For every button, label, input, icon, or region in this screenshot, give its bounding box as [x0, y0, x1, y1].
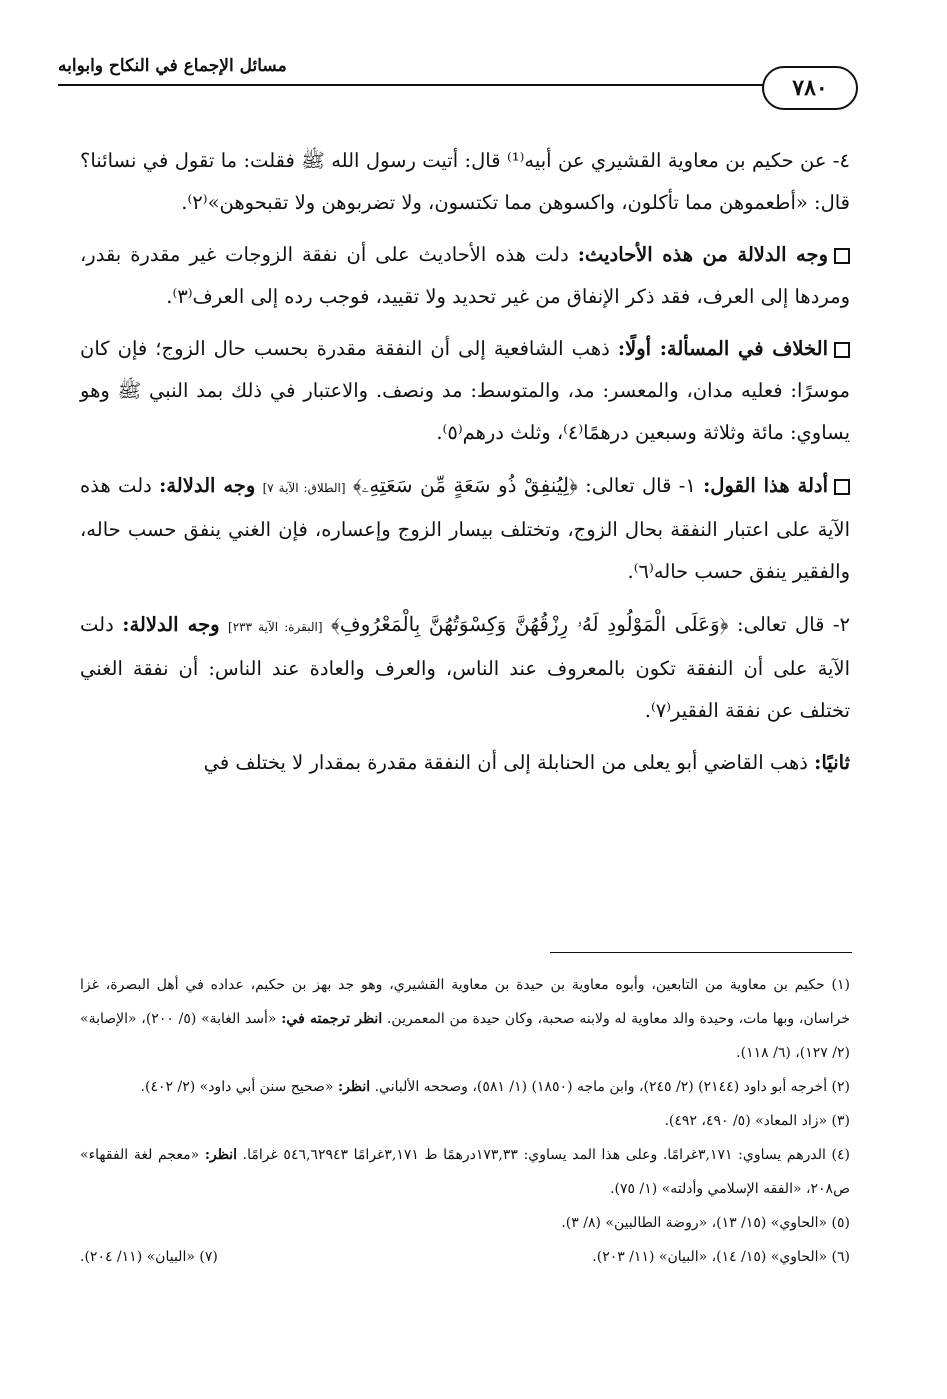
inference-heading: وجه الدلالة: [122, 613, 220, 636]
verse-reference: [الطلاق: الآية ٧] [262, 481, 346, 495]
paragraph-second-proof [80, 603, 850, 732]
footnote-text: (٢) أخرجه أبو داود (٢١٤٤) (٢/ ٢٤٥)، وابن ماجه (١٨٥٠) (١/ ٥٨١)، وصححه الألباني. [374, 1079, 850, 1095]
running-title: مسائل الإجماع في النكاح وابوابه [58, 56, 287, 76]
main-text [80, 140, 850, 794]
square-bullet-icon [834, 342, 850, 358]
dispute-heading: الخلاف في المسألة: أولًا: [617, 337, 828, 360]
paragraph-proofs [80, 464, 850, 593]
page-number: ٧٨٠ [762, 66, 858, 110]
second-proof-intro: ٢- قال تعالى: [737, 613, 851, 636]
footnote-row [80, 1240, 850, 1274]
footnotes [80, 968, 850, 1274]
see-label: انظر ترجمته في: [281, 1011, 383, 1027]
second-proof-text: دلت الآية على أن النفقة تكون بالمعروف عند الناس، والعرف والعادة عند الناس: أن نفقة الغني تختلف عن نفقة الفقير⁽٧⁾. [80, 613, 850, 722]
page-header [58, 52, 858, 104]
see-label: انظر: [204, 1147, 237, 1163]
proofs-heading: أدلة هذا القول: [703, 474, 828, 497]
footnote-divider [550, 952, 852, 953]
paragraph-evidence [80, 234, 850, 318]
dispute-text: ذهب الشافعية إلى أن النفقة مقدرة بحسب حال الزوج؛ فإن كان موسرًا: فعليه مدان، والمعسر: مد، والمتوسط: مد ونصف. والاعتبار في ذلك بمد النبي ﷺ وهو يساوي: مائة وثلاثة وسبعين درهمًا⁽٤⁾، وثلث درهم⁽٥⁾. [80, 337, 850, 444]
square-bullet-icon [834, 248, 850, 264]
footnote-7: (٧) «البيان» (١١/ ٢٠٤). [80, 1249, 218, 1265]
footnote-refs: «معجم لغة الفقهاء» ص٢٠٨، «الفقه الإسلامي وأدلته» (١/ ٧٥). [80, 1147, 850, 1197]
proofs-intro: ١- قال تعالى: [585, 474, 696, 497]
proofs-text: دلت هذه الآية على اعتبار النفقة بحال الزوج، وتختلف بيسار الزوج وإعساره، فإن الغني ينفق حسب حاله، والفقير ينفق حسب حاله⁽٦⁾. [80, 474, 850, 583]
inference-heading: وجه الدلالة: [159, 474, 256, 497]
paragraph-secondly [80, 742, 850, 784]
footnote-6: (٦) «الحاوي» (١٥/ ١٤)، «البيان» (١١/ ٢٠٣). [592, 1249, 850, 1265]
square-bullet-icon [834, 479, 850, 495]
secondly-heading: ثانيًا: [814, 751, 850, 774]
see-label: انظر: [337, 1079, 371, 1095]
footnote-2 [80, 1070, 850, 1104]
evidence-heading: وجه الدلالة من هذه الأحاديث: [577, 243, 828, 266]
footnote-refs: «أسد الغابة» (٥/ ٢٠٠)، «الإصابة» (٢/ ١٢٧)، (٦/ ١١٨). [80, 1011, 850, 1061]
footnote-text: (٤) الدرهم يساوي: ٣,١٧١غرامًا. وعلى هذا المد يساوي: ١٧٣,٣٣درهمًا ط ٣,١٧١غرامًا ٥٤٦,٦٢٩٤٣ غرامًا. [242, 1147, 850, 1163]
footnote-3: (٣) «زاد المعاد» (٥/ ٤٩٠، ٤٩٢). [664, 1113, 850, 1129]
header-rule [58, 84, 818, 86]
footnote-4 [80, 1138, 850, 1206]
footnote-text: (١) حكيم بن معاوية من التابعين، وأبوه معاوية بن حيدة بن معاوية القشيري، وهو جد بهز بن حكيم، عداده في أهل البصرة، غزا خراسان، وبها مات، وحيدة والد معاوية له ولابنه صحبة، وكان حيدة من المعمرين. [80, 977, 850, 1027]
secondly-text: ذهب القاضي أبو يعلى من الحنابلة إلى أن النفقة مقدرة بمقدار لا يختلف في [203, 751, 808, 774]
paragraph-hadith: ٤- عن حكيم بن معاوية القشيري عن أبيه⁽¹⁾ قال: أتيت رسول الله ﷺ فقلت: ما تقول في نسائنا؟ قال: «أطعموهن مما تأكلون، واكسوهن مما تكتسون، ولا تضربوهن ولا تقبحوهن»⁽٢⁾. [80, 149, 851, 214]
footnote-refs: «صحيح سنن أبي داود» (٢/ ٤٠٢). [140, 1079, 334, 1095]
verse-reference: [البقرة: الآية ٢٣٣] [228, 620, 323, 634]
footnote-5: (٥) «الحاوي» (١٥/ ١٣)، «روضة الطالبين» (٨/ ٣). [561, 1215, 850, 1231]
quran-verse: ﴿وَعَلَى الْمَوْلُودِ لَهُۥ رِزْقُهُنَّ وَكِسْوَتُهُنَّ بِالْمَعْرُوفِ﴾ [331, 612, 729, 636]
paragraph-dispute [80, 328, 850, 454]
footnote-1 [80, 968, 850, 1070]
quran-verse: ﴿لِيُنفِقْ ذُو سَعَةٍ مِّن سَعَتِهِۦ﴾ [352, 473, 578, 497]
evidence-text: دلت هذه الأحاديث على أن نفقة الزوجات غير مقدرة بقدر، ومردها إلى العرف، فقد ذكر الإنفاق من غير تحديد ولا تقييد، فوجب رده إلى العرف⁽٣⁾. [80, 243, 850, 308]
